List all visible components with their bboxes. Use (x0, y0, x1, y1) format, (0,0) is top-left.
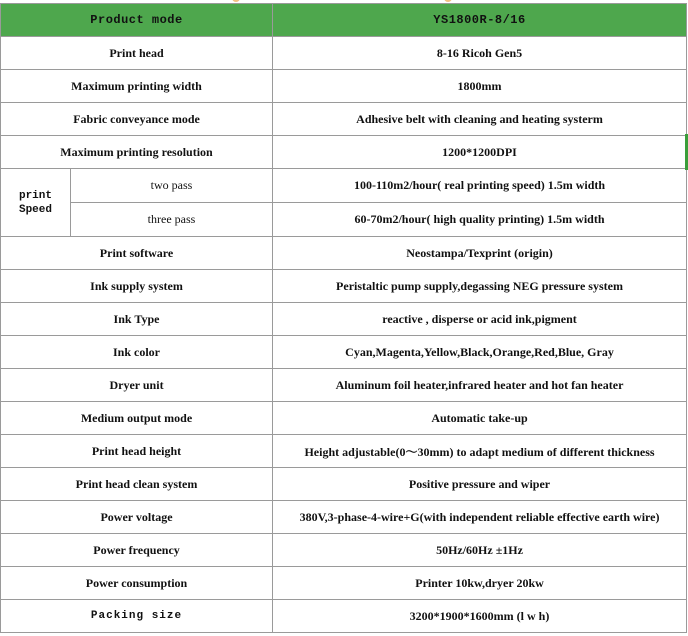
row-value: Printer 10kw,dryer 20kw (273, 567, 687, 600)
row-label: Ink supply system (1, 270, 273, 303)
table-row-speed-two-pass (1, 169, 687, 203)
group-label-line2: Speed (18, 203, 52, 216)
row-value: Peristaltic pump supply,degassing NEG pressure system (273, 270, 687, 303)
row-value: 1800mm (273, 70, 687, 103)
row-value: Height adjustable(0～30mm) to adapt medium of different thickness (273, 435, 687, 468)
row-label: Medium output mode (1, 402, 273, 435)
table-row (1, 600, 687, 633)
row-label: Fabric conveyance mode (1, 103, 273, 136)
table-row (1, 70, 687, 103)
row-value: reactive , disperse or acid ink,pigment (273, 303, 687, 336)
row-value: 100-110m2/hour( real printing speed) 1.5m width (273, 169, 687, 203)
row-label: Ink color (1, 336, 273, 369)
row-value: Aluminum foil heater,infrared heater and hot fan heater (273, 369, 687, 402)
row-value: 50Hz/60Hz ±1Hz (273, 534, 687, 567)
print-speed-group-label (1, 169, 71, 237)
row-label: Packing size (1, 600, 273, 633)
table-row (1, 435, 687, 468)
row-value: Positive pressure and wiper (273, 468, 687, 501)
table-row (1, 136, 687, 169)
row-label: three pass (71, 203, 273, 237)
row-label: two pass (71, 169, 273, 203)
row-label: Print head (1, 37, 273, 70)
table-row (1, 103, 687, 136)
row-label: Maximum printing width (1, 70, 273, 103)
row-value: 60-70m2/hour( high quality printing) 1.5m width (273, 203, 687, 237)
table-row (1, 270, 687, 303)
row-value: Neostampa/Texprint (origin) (273, 237, 687, 270)
header-model: YS1800R-8/16 (273, 4, 687, 37)
group-label-line1: print (18, 189, 52, 202)
row-value: Adhesive belt with cleaning and heating systerm (273, 103, 687, 136)
row-value: 3200*1900*1600mm (l w h) (273, 600, 687, 633)
row-label: Print head height (1, 435, 273, 468)
row-label: Print software (1, 237, 273, 270)
table-row (1, 237, 687, 270)
row-label: Print head clean system (1, 468, 273, 501)
table-row (1, 336, 687, 369)
table-row (1, 303, 687, 336)
table-row (1, 369, 687, 402)
table-row (1, 567, 687, 600)
row-value: 1200*1200DPI (273, 136, 687, 169)
row-label: Power voltage (1, 501, 273, 534)
table-row (1, 468, 687, 501)
header-label: Product mode (1, 4, 273, 37)
table-row (1, 501, 687, 534)
row-value: 8-16 Ricoh Gen5 (273, 37, 687, 70)
row-label: Power frequency (1, 534, 273, 567)
table-row (1, 402, 687, 435)
decorative-dot (232, 0, 240, 2)
table-row-speed-three-pass (1, 203, 687, 237)
decorative-dot (444, 0, 452, 2)
row-value: Automatic take-up (273, 402, 687, 435)
row-value: 380V,3-phase-4-wire+G(with independent reliable effective earth wire) (273, 501, 687, 534)
table-row (1, 37, 687, 70)
row-label: Dryer unit (1, 369, 273, 402)
specification-table (0, 3, 687, 633)
row-label: Ink Type (1, 303, 273, 336)
table-row (1, 534, 687, 567)
row-value: Cyan,Magenta,Yellow,Black,Orange,Red,Blue, Gray (273, 336, 687, 369)
table-header-row (1, 4, 687, 37)
row-label: Maximum printing resolution (1, 136, 273, 169)
row-label: Power consumption (1, 567, 273, 600)
